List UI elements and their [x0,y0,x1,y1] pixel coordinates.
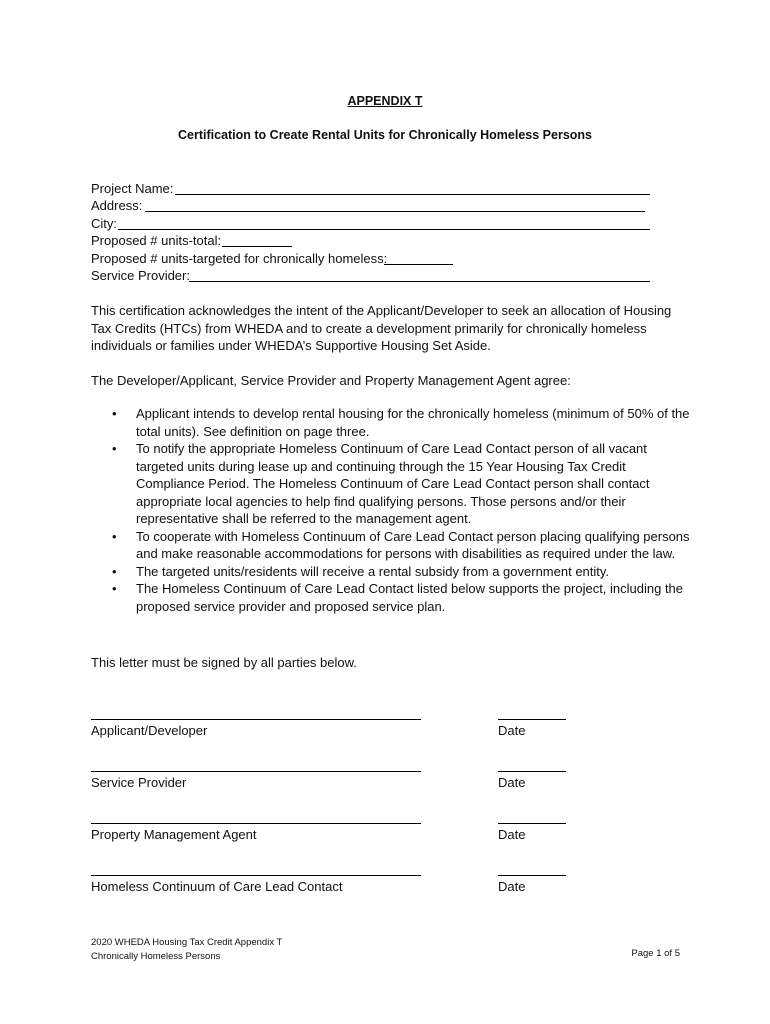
bullet-icon: • [112,581,117,596]
footer [91,936,282,964]
service-provider-date-line[interactable] [498,771,566,772]
list-item [91,528,691,563]
address-label: Address: [91,198,143,213]
list-item-text: Applicant intends to develop rental housing for the chronically homeless (minimum of 50% of the total units). See definition on page three. [136,406,690,439]
list-item [91,440,691,528]
project-name-field[interactable] [175,194,650,195]
property-agent-signature-line[interactable] [91,823,421,824]
intro-paragraph: This certification acknowledges the intent of the Applicant/Developer to seek an allocation of Housing Tax Credits (HTCs) from WHEDA and to create a development primarily for chronically homeless individuals or families under WHEDA’s Supportive Housing Set Aside. [91,303,672,353]
city-field[interactable] [118,229,650,230]
units-total-field[interactable] [222,246,292,247]
list-item-text: To cooperate with Homeless Continuum of Care Lead Contact person placing qualifying persons and make reasonable accommodations for persons with disabilities as required under the law. [136,528,690,561]
units-targeted-field[interactable] [384,264,453,265]
service-provider-signature-line[interactable] [91,771,421,772]
footer-line-1: 2020 WHEDA Housing Tax Credit Appendix T [91,937,283,948]
page-title: Certification to Create Rental Units for Chronically Homeless Persons [178,128,592,142]
bullet-icon: • [112,406,117,421]
list-item [91,405,691,440]
city-label: City: [91,216,117,231]
list-item [91,580,691,615]
agreement-list [91,405,691,615]
applicant-date-line[interactable] [498,719,566,720]
list-item [91,563,691,581]
appendix-label: APPENDIX T [347,94,423,108]
bullet-icon: • [112,528,117,544]
coc-contact-date-line[interactable] [498,875,566,876]
address-field[interactable] [145,211,645,212]
service-provider-label: Service Provider: [91,268,190,283]
project-name-label: Project Name: [91,181,174,196]
property-agent-label: Property Management Agent [91,827,257,842]
signed-paragraph: This letter must be signed by all parties below. [91,655,357,670]
coc-contact-signature-line[interactable] [91,875,421,876]
applicant-label: Applicant/Developer [91,723,208,738]
service-provider-date-label: Date [498,775,526,790]
agree-paragraph: The Developer/Applicant, Service Provider and Property Management Agent agree: [91,373,571,388]
bullet-icon: • [112,563,117,579]
page-number: Page 1 of 5 [631,948,680,959]
list-item-text: The targeted units/residents will receive a rental subsidy from a government entity. [136,563,610,579]
list-item-text: To notify the appropriate Homeless Continuum of Care Lead Contact person of all vacant targeted units during lease up and continuing through the 15 Year Housing Tax Credit Compliance Period. The Homeless Continuum of Care Lead Contact person shall contact appropriate local agencies to help find qualifying persons. Those persons and/or their representative shall be referred to the management agent. [136,441,650,526]
property-agent-date-line[interactable] [498,823,566,824]
service-provider-sig-label: Service Provider [91,775,187,790]
footer-line-2: Chronically Homeless Persons [91,951,221,962]
applicant-signature-line[interactable] [91,719,421,720]
units-total-label: Proposed # units-total: [91,233,222,248]
list-item-text: The Homeless Continuum of Care Lead Contact listed below supports the project, including the proposed service provider and proposed service plan. [136,581,684,614]
property-agent-date-label: Date [498,827,526,842]
units-targeted-label: Proposed # units-targeted for chronically homeless: [91,251,388,266]
coc-contact-label: Homeless Continuum of Care Lead Contact [91,879,343,894]
service-provider-field[interactable] [189,281,650,282]
coc-contact-date-label: Date [498,879,526,894]
bullet-icon: • [112,441,117,456]
applicant-date-label: Date [498,723,526,738]
